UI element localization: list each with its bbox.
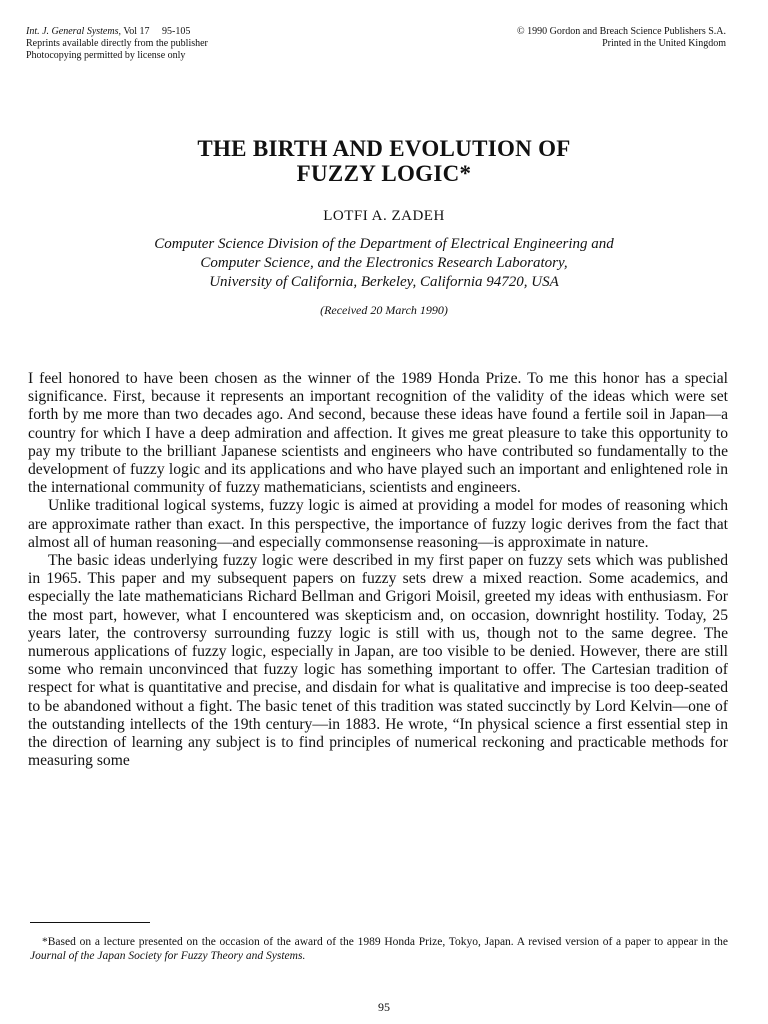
footnote-journal: Journal of the Japan Society for Fuzzy Theory and Systems.	[30, 950, 306, 962]
footnote	[30, 935, 728, 963]
author-name: LOTFI A. ZADEH	[323, 208, 445, 224]
reprints-note: Reprints available directly from the publisher	[26, 38, 208, 49]
affiliation-line-2: Computer Science, and the Electronics Research Laboratory,	[200, 255, 568, 271]
body-text	[28, 370, 728, 770]
printed-in-line: Printed in the United Kingdom	[602, 38, 726, 49]
affiliation-line-1: Computer Science Division of the Department of Electrical Engineering and	[154, 236, 614, 252]
paper-title	[0, 136, 768, 186]
paragraph-1: I feel honored to have been chosen as the winner of the 1989 Honda Prize. To me this honor has a special significance. First, because it represents an important recognition of the validity of the ideas which were set forth by me more than two decades ago. And second, because these ideas have found a fertile soil in Japan—a country for which I have a deep admiration and affection. It gives me great pleasure to take this opportunity to pay my tribute to the brilliant Japanese scientists and engineers who have contributed so fundamentally to the development of fuzzy logic and its applications and who have played such an important and enlightened role in the international community of fuzzy mathematicians, scientists and engineers.	[28, 370, 728, 497]
photocopy-note: Photocopying permitted by license only	[26, 50, 186, 61]
affiliation	[0, 235, 768, 292]
journal-pages: 95-105	[162, 26, 191, 37]
journal-volume: Vol 17	[123, 26, 150, 37]
page-number: 95	[378, 1000, 390, 1014]
title-line-2: FUZZY LOGIC*	[296, 161, 472, 186]
journal-name: Int. J. General Systems,	[26, 26, 121, 37]
journal-citation	[26, 26, 208, 38]
copyright-line: © 1990 Gordon and Breach Science Publishers S.A.	[517, 26, 726, 37]
affiliation-line-3: University of California, Berkeley, California 94720, USA	[209, 274, 559, 290]
paragraph-3: The basic ideas underlying fuzzy logic were described in my first paper on fuzzy sets which was published in 1965. This paper and my subsequent papers on fuzzy sets drew a mixed reaction. Some academics, and especially the late mathematicians Richard Bellman and Grigori Moisil, greeted my ideas with enthusiasm. For the most part, however, what I encountered was skepticism and, on occasion, downright hostility. Today, 25 years later, the controversy surrounding fuzzy logic is still with us, though not to the same degree. The numerous applications of fuzzy logic, especially in Japan, are too visible to be denied. However, there are still some who remain unconvinced that fuzzy logic has something important to offer. The Cartesian tradition of respect for what is quantitative and precise, and disdain for what is qualitative and imprecise is too deep-seated to be abandoned without a fight. The basic tenet of this tradition was stated succinctly by Lord Kelvin—one of the outstanding intellects of the 19th century—in 1883. He wrote, “In physical science a first essential step in the direction of learning any subject is to find principles of numerical reckoning and practicable methods for measuring some	[28, 552, 728, 770]
received-date: (Received 20 March 1990)	[320, 303, 448, 317]
running-header-right	[517, 26, 726, 50]
footnote-rule	[30, 922, 150, 923]
title-line-1: THE BIRTH AND EVOLUTION OF	[197, 136, 571, 161]
paragraph-2: Unlike traditional logical systems, fuzzy logic is aimed at providing a model for modes of reasoning which are approximate rather than exact. In this perspective, the importance of fuzzy logic derives from the fact that almost all of human reasoning—and especially commonsense reasoning—is approximate in nature.	[28, 497, 728, 551]
footnote-text: *Based on a lecture presented on the occasion of the award of the 1989 Honda Prize, Tokyo, Japan. A revised version of a paper to appear in the	[42, 936, 728, 948]
running-header-left	[26, 26, 208, 62]
